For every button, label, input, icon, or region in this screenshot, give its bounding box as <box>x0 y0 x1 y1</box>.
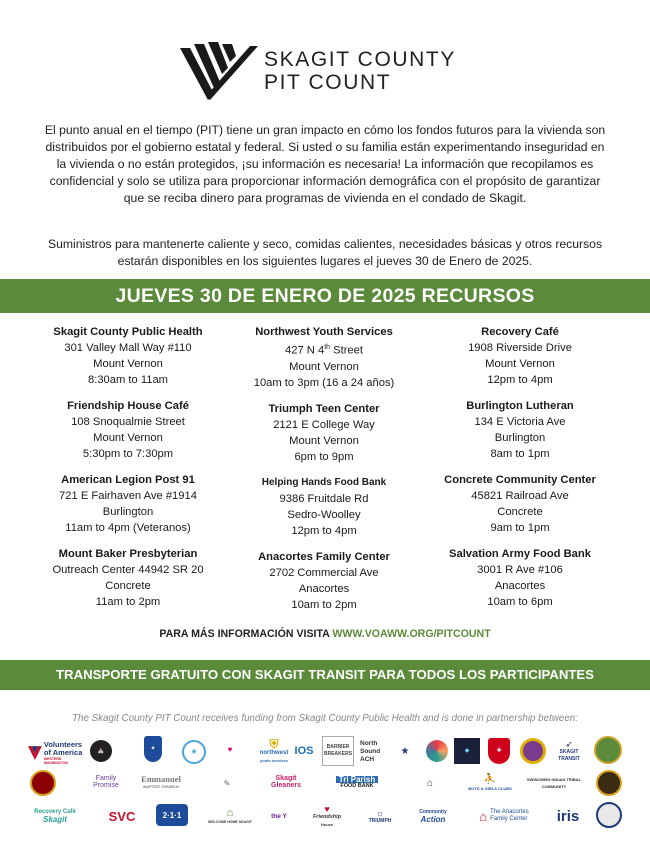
skagit-gleaners-logo <box>260 770 312 794</box>
nw-youth-line-1: northwest <box>259 750 289 756</box>
volunteers-of-america-logo <box>28 740 86 766</box>
location-hours: 10am to 3pm (16 a 24 años) <box>253 376 395 389</box>
community-action-logo <box>410 804 456 828</box>
location-card <box>30 472 226 536</box>
tri-parish-line-1: Tri Parish <box>336 776 378 783</box>
location-city: Burlington <box>494 432 546 444</box>
tri-parish-line-2: FOOD BANK <box>340 783 374 789</box>
pflag-logo-icon: ♥ <box>227 744 233 754</box>
skagit-gleaners-line-2: Gleaners <box>271 782 301 789</box>
supplies-paragraph: Suministros para mantenerte caliente y seco, comidas calientes, necesidades básicas y otros recursos estarán disponibles en los siguientes lugares el jueves 30 de Enero de 2025. <box>47 237 603 268</box>
location-hours: 10am to 6pm <box>487 596 553 608</box>
locations-column-1 <box>30 324 226 613</box>
two-one-one-text: 2·1·1 <box>162 810 182 820</box>
recovery-cafe-line-1: Recovery Café <box>34 809 76 815</box>
location-address: 2702 Commercial Ave <box>269 566 379 579</box>
location-hours: 12pm to 4pm <box>487 374 553 386</box>
recovery-cafe-line-2: Skagit <box>42 815 67 824</box>
svc-logo <box>104 804 140 828</box>
location-address: Outreach Center 44942 SR 20 <box>52 564 204 576</box>
swinomish-text: SWINOMISH INDIAN TRIBAL COMMUNITY <box>526 777 582 789</box>
skagit-gleaners-line-1: Skagit <box>275 775 297 782</box>
location-hours: 6pm to 9pm <box>294 450 354 463</box>
location-hours: 12pm to 4pm <box>291 524 357 537</box>
barrier-breakers-logo <box>322 736 354 766</box>
iris-text: iris <box>556 807 580 825</box>
emmanuel-line-2: BAPTIST CHURCH <box>143 784 179 789</box>
location-card <box>422 398 618 462</box>
friendship-house-logo <box>302 804 352 828</box>
north-sound-line-1: North <box>360 740 378 747</box>
tri-parish-food-bank-logo <box>332 772 382 794</box>
location-card <box>226 549 422 613</box>
north-sound-line-2: Sound <box>360 748 381 755</box>
voa-line-3: WESTERN WASHINGTON <box>43 757 68 765</box>
location-address: 3001 R Ave #106 <box>477 564 563 576</box>
location-card <box>30 324 226 388</box>
more-info-link[interactable]: WWW.VOAWW.ORG/PITCOUNT <box>332 628 491 640</box>
boys-girls-icon: ⛹ <box>483 774 497 785</box>
more-info-line <box>0 628 650 640</box>
address-street: Street <box>330 344 363 357</box>
friendship-heart-icon: ♥ <box>324 804 330 814</box>
location-card <box>30 398 226 462</box>
location-city: Mount Vernon <box>289 360 359 373</box>
triumph-logo <box>360 804 400 828</box>
pit-count-logo-icon <box>180 42 258 102</box>
location-address: 45821 Railroad Ave <box>471 490 569 502</box>
location-address: 134 E Victoria Ave <box>474 416 566 428</box>
veterans-badge-icon: ★ <box>400 745 410 757</box>
community-seal-icon <box>520 738 546 764</box>
community-action-line-1: Community <box>419 809 447 815</box>
skagit-transit-line-2: TRANSIT <box>558 755 580 762</box>
family-promise-line-1: Family <box>95 775 117 782</box>
location-name: Anacortes Family Center <box>258 550 390 563</box>
location-hours: 11am to 2pm <box>95 596 161 608</box>
barrier-line-2: BREAKERS <box>323 751 353 757</box>
two-one-one-logo <box>156 804 188 826</box>
location-card <box>422 472 618 536</box>
location-name: Triumph Teen Center <box>268 402 380 415</box>
pinwheel-icon <box>426 740 448 762</box>
location-hours: 10am to 2pm <box>291 598 357 611</box>
location-hours: 11am to 4pm (Veteranos) <box>65 522 191 534</box>
iris-logo <box>550 804 586 828</box>
location-city: Anacortes <box>494 580 546 592</box>
location-city: Mount Vernon <box>289 434 359 447</box>
new-hope-church-icon: ⌂ <box>426 777 434 789</box>
funding-note: The Skagit County PIT Count receives funding from Skagit County Public Health and is done in partnership between: <box>72 713 578 724</box>
triumph-icon: ☼ <box>375 807 385 818</box>
location-hours: 9am to 1pm <box>490 522 550 534</box>
address-number: 427 N 4 <box>285 344 325 357</box>
location-city: Concrete <box>105 580 151 592</box>
transit-banner: TRANSPORTE GRATUITO CON SKAGIT TRANSIT PARA TODOS LOS PARTICIPANTES <box>0 660 650 690</box>
location-city: Mount Vernon <box>93 432 163 444</box>
welcome-home-icon: ⌂ <box>226 806 234 819</box>
location-name: Friendship House Café <box>67 400 189 412</box>
county-seal-icon <box>594 736 622 764</box>
community-action-line-2: Action <box>420 815 446 824</box>
locations-grid <box>30 324 620 613</box>
location-hours: 5:30pm to 7:30pm <box>82 448 174 460</box>
location-city: Mount Vernon <box>93 358 163 370</box>
north-sound-ach-logo <box>360 736 386 768</box>
triumph-text: TRIUMPH <box>368 817 392 824</box>
resources-banner: JUEVES 30 DE ENERO DE 2025 RECURSOS <box>0 279 650 313</box>
city-seal-icon <box>596 802 622 828</box>
location-address: 2121 E College Way <box>273 418 375 431</box>
friendship-line-1: Friendship <box>312 813 342 820</box>
location-name: Recovery Café <box>481 326 559 338</box>
location-address: 1908 Riverside Drive <box>468 342 572 354</box>
locations-column-3 <box>422 324 618 613</box>
location-card <box>30 546 226 610</box>
emmanuel-baptist-logo <box>130 772 192 794</box>
nw-youth-line-2: youth services <box>259 758 288 763</box>
location-name: Helping Hands Food Bank <box>261 476 387 488</box>
transit-bird-icon: ➶ <box>565 738 573 749</box>
location-city: Sedro-Woolley <box>287 508 361 521</box>
salvation-army-shield-icon: ✚ <box>488 738 510 764</box>
friendship-line-2: House <box>320 821 334 827</box>
more-info-label: PARA MÁS INFORMACIÓN VISITA <box>159 628 333 640</box>
address-ordinal: th <box>324 344 331 351</box>
emmanuel-line-1: Emmanuel <box>141 774 181 784</box>
brand-title <box>264 48 456 94</box>
location-name: Concrete Community Center <box>444 474 596 486</box>
bidgraffic-logo-icon: ✎ <box>223 778 231 788</box>
location-city: Concrete <box>497 506 543 518</box>
location-address: 9386 Fruitdale Rd <box>279 492 369 505</box>
svc-text: SVC <box>108 808 136 824</box>
church-badge-icon: ⛪ <box>90 740 112 762</box>
welcome-home-skagit-logo <box>202 802 258 830</box>
skagit-transit-logo <box>554 738 584 764</box>
location-city: Mount Vernon <box>485 358 555 370</box>
family-promise-line-2: Promise <box>93 782 119 789</box>
family-promise-logo <box>86 770 126 794</box>
community-circle-icon: ◉ <box>182 740 206 764</box>
location-hours: 8am to 1pm <box>490 448 550 460</box>
skagit-transit-line-1: SKAGIT <box>559 748 579 755</box>
anacortes-family-line-1: The Anacortes <box>490 809 529 815</box>
anacortes-family-line-2: Family Center <box>490 816 528 822</box>
nw-youth-shield-icon: ⛨ <box>269 737 279 751</box>
locations-column-2 <box>226 324 422 613</box>
ymca-text: the Y <box>271 812 287 820</box>
boys-girls-clubs-logo <box>464 770 516 796</box>
location-address: 108 Snoqualmie Street <box>71 416 185 428</box>
location-card <box>422 546 618 610</box>
welcome-home-text: WELCOME HOME SKAGIT <box>208 819 252 824</box>
voa-line-2: of America <box>43 748 83 757</box>
brand-line-1: SKAGIT COUNTY <box>264 48 456 71</box>
swinomish-logo <box>524 770 584 796</box>
location-card <box>226 475 422 539</box>
location-name: Salvation Army Food Bank <box>449 548 591 560</box>
ymca-logo <box>266 806 292 826</box>
location-name: Mount Baker Presbyterian <box>58 548 198 560</box>
voa-line-1: Volunteers <box>43 740 83 749</box>
location-address: 721 E Fairhaven Ave #1914 <box>59 490 197 502</box>
location-name: Skagit County Public Health <box>53 326 203 338</box>
north-sound-line-3: ACH <box>360 756 375 763</box>
sauk-suiattle-seal-icon <box>30 770 56 796</box>
location-hours: 8:30am to 11am <box>87 374 169 386</box>
location-name: Burlington Lutheran <box>466 400 574 412</box>
location-name: Northwest Youth Services <box>255 326 393 338</box>
intro-paragraph: El punto anual en el tiempo (PIT) tiene un gran impacto en cómo los fondos futuros para la vivienda son distribuidos por el gobierno estatal y federal. Si usted o su familia están experimentando inseguridad en la vivienda o no están protegidos, ¡su información es necesaria! La información que recopilamos es confidencial y solo se utiliza para proporcionar información demográfica con el propósito de garantizar que se reciba dinero para programas de vivienda en el condado de Skagit. <box>44 123 606 205</box>
barrier-line-1: BARRIER <box>326 744 350 750</box>
ios-outreach-logo <box>288 738 320 764</box>
page-header <box>180 40 480 104</box>
location-card <box>422 324 618 388</box>
family-house-icon: ⌂ <box>479 808 488 824</box>
location-name: American Legion Post 91 <box>61 474 195 486</box>
dark-square-logo-icon: ◆ <box>454 738 480 764</box>
anacortes-family-center-logo <box>466 804 542 828</box>
boys-girls-text: BOYS & GIRLS CLUBS <box>468 786 512 791</box>
recovery-cafe-logo <box>28 804 82 828</box>
ios-text: IOS <box>294 745 314 757</box>
voa-chevron-icon <box>28 746 42 760</box>
location-address: 301 Valley Mall Way #110 <box>64 342 192 354</box>
location-city: Burlington <box>102 506 154 518</box>
brand-line-2: PIT COUNT <box>264 71 392 94</box>
tribal-seal-icon <box>596 770 622 796</box>
location-card <box>226 401 422 465</box>
location-city: Anacortes <box>298 582 350 595</box>
location-address <box>226 340 422 359</box>
partner-logos <box>26 734 636 834</box>
location-card <box>226 324 422 391</box>
job-corps-shield-icon: ✦ <box>144 736 162 762</box>
